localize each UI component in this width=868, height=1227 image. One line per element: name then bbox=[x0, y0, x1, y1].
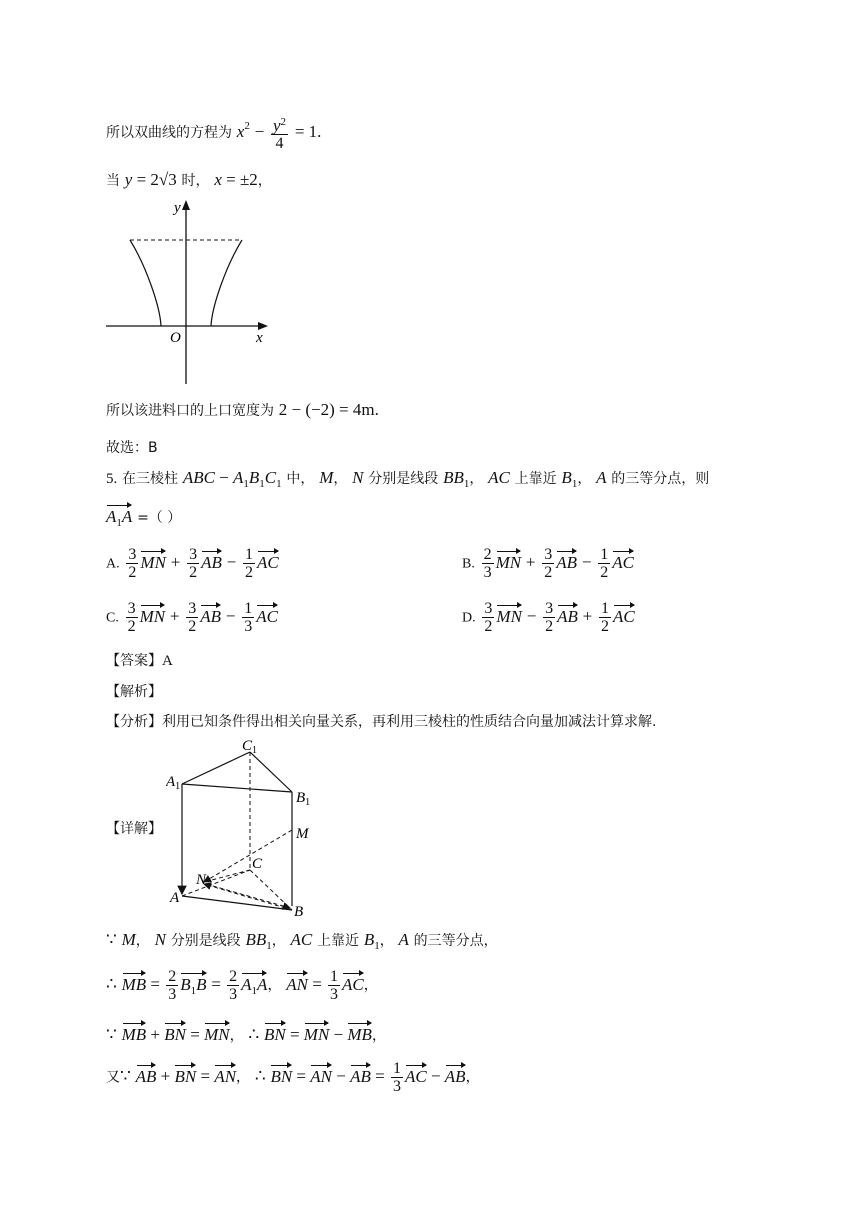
label-origin: O bbox=[170, 330, 181, 346]
label-n: N bbox=[196, 872, 207, 888]
line-when-y: 当 y = 2√3 时， x = ±2， bbox=[106, 170, 272, 189]
fenxi-line: 【分析】利用已知条件得出相关向量关系，再利用三棱柱的性质结合向量加减法计算求解. bbox=[106, 714, 657, 730]
solution-line-3: ∵ MB + BN = MN， ∴ BN = MN − MB， bbox=[106, 1022, 386, 1045]
label-c1: $C_1$ bbox=[242, 738, 258, 756]
text-prefix: 所以双曲线的方程为 bbox=[106, 125, 232, 141]
answer-choice-b: 故选：B bbox=[106, 440, 158, 456]
label-y-axis: y bbox=[174, 200, 181, 216]
option-a[interactable]: A. $\frac{3}{2}$ MN + $\frac{3}{2}$ AB − $\frac{1}{2}$ AC bbox=[106, 546, 279, 581]
question-5-target: $A_1A$ =（ ） bbox=[106, 504, 181, 529]
solution-line-2: ∴ MB = $\frac{2}{3}$ $B_1B$ = $\frac{2}{3}$ $A_1A$， AN = $\frac{1}{3}$ AC， bbox=[106, 968, 378, 1003]
option-b[interactable]: B. $\frac{2}{3}$ MN + $\frac{3}{2}$ AB − $\frac{1}{2}$ AC bbox=[462, 546, 634, 581]
option-c[interactable]: C. $\frac{3}{2}$ MN + $\frac{3}{2}$ AB − $\frac{1}{3}$ AC bbox=[106, 600, 278, 635]
figure-triangular-prism bbox=[166, 734, 326, 920]
label-x-axis: x bbox=[256, 330, 263, 346]
label-c: C bbox=[252, 856, 263, 872]
line-width-result: 所以该进料口的上口宽度为 2 − (−2) = 4m. bbox=[106, 400, 379, 419]
label-a1: $A_1$ bbox=[166, 774, 181, 792]
label-a: A bbox=[170, 890, 180, 906]
math-y2-over-4: $\frac{y^2}{4}$ bbox=[272, 116, 287, 152]
question-5-stem: 5. 在三棱柱 ABC − $A_1B_1C_1$ 中， M， N 分别是线段 $BB_1$， AC 上靠近 $B_1$， A 的三等分点，则 bbox=[106, 468, 710, 490]
answer-line: 【答案】A bbox=[106, 653, 173, 669]
option-d[interactable]: D. $\frac{3}{2}$ MN − $\frac{3}{2}$ AB + $\frac{1}{2}$ AC bbox=[462, 600, 635, 635]
solution-line-1: ∵ M， N 分别是线段 $BB_1$， AC 上靠近 $B_1$， A 的三等分点， bbox=[106, 930, 498, 952]
label-m: M bbox=[296, 826, 309, 842]
label-b1: $B_1$ bbox=[296, 790, 311, 808]
solution-line-4: 又∵ AB + BN = AN， ∴ BN = AN − AB = $\frac{1}{3}$ AC − AB， bbox=[106, 1060, 480, 1095]
detail-tag: 【详解】 bbox=[106, 821, 162, 837]
figure-hopper-hyperbola bbox=[100, 196, 280, 388]
math-x2: $x^2$ bbox=[236, 120, 250, 141]
label-b: B bbox=[294, 904, 304, 920]
line-hyperbola-equation: 所以双曲线的方程为 $x^2$ − $\frac{y^2}{4}$ = 1. bbox=[106, 116, 322, 152]
analysis-tag: 【解析】 bbox=[106, 684, 162, 700]
